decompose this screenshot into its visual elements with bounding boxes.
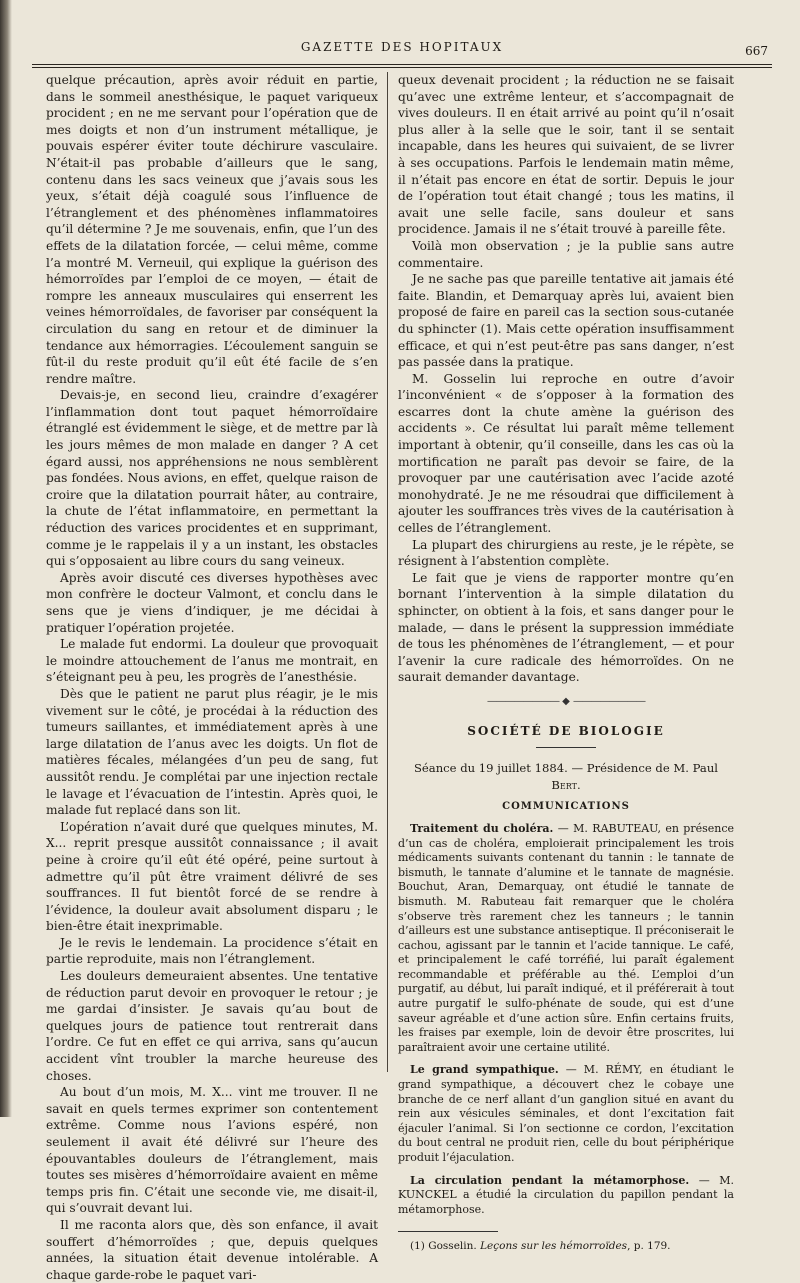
section-title: SOCIÉTÉ DE BIOLOGIE [467, 723, 665, 738]
header-rule [32, 64, 772, 68]
paragraph: Le malade fut endormi. La douleur que provoquait le moindre attouchement de l’anus me montrait, en s’éteignant peu à peu, les progrès de l’anesthésie. [46, 637, 378, 685]
paragraph: L’opération n’avait duré que quelques minutes, M. X... reprit presque aussitôt connaissance ; il avait peine à croire qu’il eût été opéré, peine surtout à admettre qu’il pût être vraiment délivré de ses souffrances. Il fut bientôt forcé de se rendre à l’évidence, la douleur avait absolument disparu ; le bien-être était inexprimable. [46, 819, 378, 934]
communication-text: a étudié la circulation du papillon pendant la métamorphose. [398, 1188, 734, 1216]
footnote [398, 1238, 734, 1255]
communication-text: en présence d’un cas de choléra, emploierait principalement les trois médicaments suivants contenant du tannin : le tannate de bismuth, le tannate d’alumine et le tannate de magnésie. Bouchut, Aran, Demarquay, ont étudié le tannate de bismuth. M. Rabuteau fait remarquer que le choléra s’observe très rarement chez les tanneurs ; le tannin d’ailleurs est une substance antiseptique. Il préconiserait le cachou, agissant par le tannin et l’acide tannique. Le café, et principalement le café torréfié, lui paraît également recommandable et préférable au thé. L’emploi d’un purgatif, au début, lui paraît indiqué, et il préférerait à tout autre purgatif le sulfo-phénate de soude, qui est d’une saveur agréable et d’une action sûre. Enfin certains fruits, les fraises par exemple, loin de devoir être proscrites, lui paraîtraient avoir une certaine utilité. [398, 821, 735, 1054]
paragraph: M. Gosselin lui reproche en outre d’avoir l’inconvénient « de s’opposer à la formation des escarres dont la chute amène la guérison des accidents ». Ce résultat lui paraît même tellement important à obtenir, qu’il conseille, dans les cas où la mortification ne paraît pas devoir se faire, de la provoquer par une cautérisation avec l’acide azoté monohydraté. Je ne me résoudrai que difficilement à ajouter les souffrances très vives de la cautérisation à celles de l’étranglement. [398, 371, 734, 536]
section-rule [536, 747, 596, 748]
page-binding-shadow [0, 0, 12, 1117]
communication-author: — M. RABUTEAU, [557, 821, 661, 835]
footnote-prefix: (1) Gosselin. [410, 1240, 481, 1253]
communication-item [398, 1063, 734, 1165]
communication-title: Traitement du choléra. [410, 821, 554, 835]
communication-author: — M. RÉMY, [565, 1063, 643, 1077]
paragraph: Devais-je, en second lieu, craindre d’exagérer l’inflammation dont tout paquet hémorroïdaire étranglé est évidemment le siège, et de mettre par là les jours mêmes de mon malade en danger ? A cet égard aussi, nos appréhensions ne nous semblèrent pas fondées. Nous avions, en effet, quelque raison de croire que la dilatation pourrait hâter, au contraire, la chute de l’état inflammatoire, en permettant la réduction des varices procidentes et en supprimant, comme je le rappelais il y a un instant, les obstacles qui s’opposaient au libre cours du sang veineux. [46, 388, 378, 569]
running-head [32, 28, 772, 56]
paragraph: Je le revis le lendemain. La procidence s’était en partie reproduite, mais non l’étranglement. [46, 935, 378, 967]
newspaper-page [32, 28, 772, 1282]
left-column [46, 72, 378, 1283]
paragraph: Dès que le patient ne parut plus réagir, je le mis vivement sur le côté, je procédai à la réduction des tumeurs saillantes, et immédiatement après à une large dilatation de l’anus avec les doigts. Un flot de matières fécales, mélangées d’un peu de sang, fut aussitôt rendu. Je complétai par une injection rectale le lavage et l’évacuation de l’intestin. Après quoi, le malade fut replacé dans son lit. [46, 686, 378, 818]
communication-item [398, 1174, 734, 1218]
paragraph: quelque précaution, après avoir réduit en partie, dans le sommeil anesthésique, le paquet variqueux procident ; en ne me servant pour l’opération que de mes doigts et non d’un instrument métallique, je pouvais espérer éviter toute déchirure vasculaire. N’était-il pas probable d’ailleurs que le sang, contenu dans les sacs veineux que j’avais sous les yeux, s’était déjà coagulé sous l’influence de l’étranglement et des phénomènes inflammatoires qu’il détermine ? Je me souvenais, enfin, que l’un des effets de la dilatation forcée, — celui même, comme l’a montré M. Verneuil, qui explique la guérison des hémorroïdes par l’emploi de ce moyen, — était de rompre les anneaux musculaires qui enserrent les veines hémorroïdales, de favoriser par conséquent la circulation du sang en retour et de diminuer la tendance aux hémorragies. L’écoulement sanguin se fût-il du reste produit qu’il eût été facile de s’en rendre maître. [46, 73, 378, 386]
footnote-rule [398, 1231, 498, 1232]
seance-line [398, 760, 734, 793]
paragraph: La plupart des chirurgiens au reste, je le répète, se résignent à l’abstention complète. [398, 537, 734, 569]
communications-heading: COMMUNICATIONS [502, 801, 630, 813]
communication-title: La circulation pendant la métamorphose. [410, 1173, 690, 1187]
seance-suffix: . [576, 777, 581, 792]
communication-author: — M. KUNCKEL [398, 1173, 734, 1202]
section-ornament: ———————— ◆ ———————— [486, 695, 646, 707]
journal-title: GAZETTE DES HOPITAUX [300, 40, 504, 54]
paragraph: Après avoir discuté ces diverses hypothèses avec mon confrère le docteur Valmont, et conclu dans le sens que je viens d’indiquer, je me décidai à pratiquer l’opération projetée. [46, 570, 378, 635]
paragraph: Les douleurs demeuraient absentes. Une tentative de réduction parut devoir en provoquer le retour ; je me gardai d’insister. Je savais qu’au bout de quelques jours de patience tout rentrerait dans l’ordre. Ce fut en effet ce qui arriva, sans qu’aucun accident vînt troubler la marche heureuse des choses. [46, 969, 378, 1083]
communication-item [398, 822, 734, 1056]
footnote-suffix: , p. 179. [627, 1240, 671, 1253]
right-column [398, 72, 734, 1255]
paragraph: queux devenait procident ; la réduction ne se faisait qu’avec une extrême lenteur, et s’accompagnait de vives douleurs. Il en était arrivé au point qu’il n’osait plus aller à la selle que le soir, tant il se sentait incapable, dans les heures qui suivaient, de se livrer à ses occupations. Parfois le lendemain matin même, il n’était pas encore en état de sortir. Depuis le jour de l’opération tout était changé ; tous les matins, il avait une selle facile, sans douleur et sans procidence. Jamais il ne s’était trouvé à pareille fête. [398, 73, 734, 237]
page-number: 667 [745, 44, 768, 58]
footnote-title: Leçons sur les hémorroïdes [480, 1240, 628, 1253]
communications-list [398, 822, 734, 1217]
seance-president: Bert [551, 777, 577, 792]
column-divider [387, 72, 388, 1072]
paragraph: Voilà mon observation ; je la publie sans autre commentaire. [398, 238, 734, 270]
paragraph: Je ne sache pas que pareille tentative ait jamais été faite. Blandin, et Demarquay après lui, avaient bien proposé de faire en pareil cas la section sous-cutanée du sphincter (1). Mais cette opération insuffisamment efficace, et qui n’est peut-être pas sans danger, n’est pas passée dans la pratique. [398, 272, 734, 370]
seance-prefix: Séance du 19 juillet 1884. — Présidence de M. Paul [413, 761, 718, 776]
paragraph: Le fait que je viens de rapporter montre qu’en bornant l’intervention à la simple dilatation du sphincter, on obtient à la fois, et sans danger pour le malade, — dans le présent la suppression immédiate de tous les phénomènes de l’étranglement, — et pour l’avenir la cure radicale des hémorroïdes. On ne saurait demander davantage. [398, 570, 734, 685]
communication-title: Le grand sympathique. [410, 1063, 559, 1077]
communication-text: en étudiant le grand sympathique, a découvert chez le cobaye une branche de ce nerf allant d’un ganglion situé en avant du rein aux vésicules séminales, et dont l’excitation fait éjaculer l’animal. Si l’on sectionne ce cordon, l’excitation du bout central ne produit rien, celle du bout périphérique produit l’éjaculation. [398, 1063, 735, 1164]
two-column-body [32, 72, 772, 1282]
paragraph: Il me raconta alors que, dès son enfance, il avait souffert d’hémorroïdes ; que, depuis quelques années, la situation était devenue intolérable. A chaque garde-robe le paquet vari- [46, 1217, 378, 1282]
paragraph: Au bout d’un mois, M. X... vint me trouver. Il ne savait en quels termes exprimer son contentement extrême. Comme nous l’avions espéré, non seulement il avait été délivré sur l’heure des épouvantables douleurs de l’étranglement, mais toutes ses misères d’hémorroïdaire avaient en même temps pris fin. C’était une seconde vie, me disait-il, qui s’ouvrait devant lui. [46, 1085, 378, 1216]
